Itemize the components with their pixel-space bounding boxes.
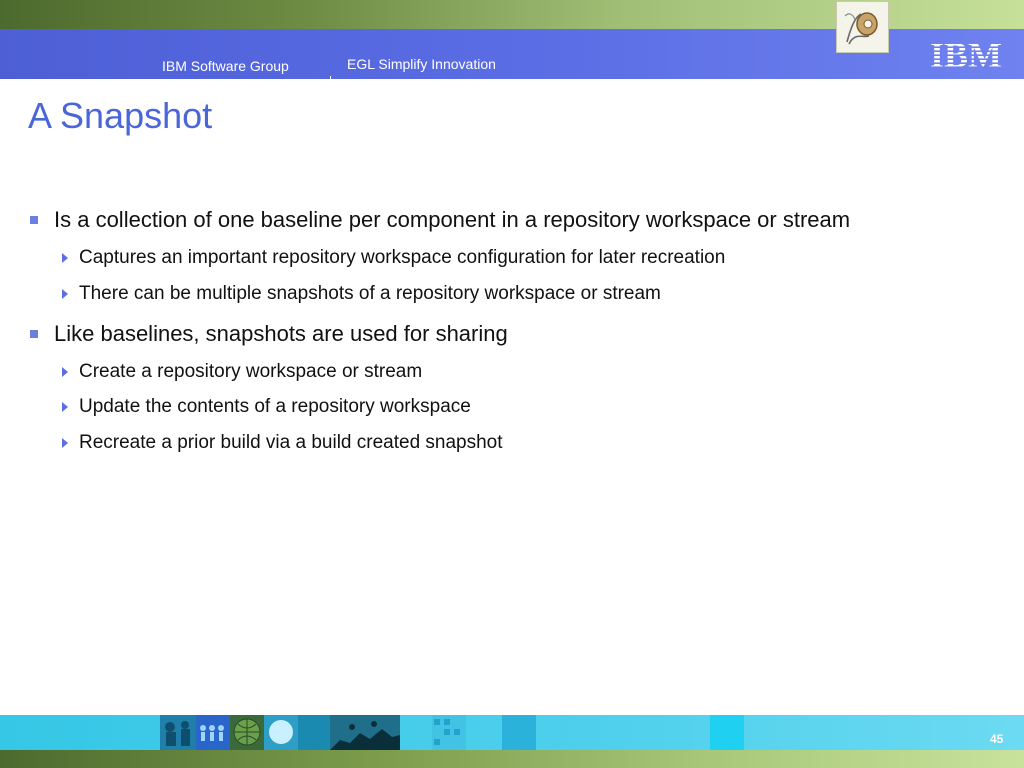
circle-icon — [264, 715, 298, 750]
sub-bullet-item — [79, 247, 725, 269]
sub-bullet-text: Create a repository workspace or stream — [79, 361, 423, 382]
triangle-bullet-icon — [62, 402, 68, 412]
sub-bullet-item — [79, 432, 503, 454]
bottom-decor-stripe — [0, 750, 1024, 768]
group-label: IBM Software Group — [162, 58, 289, 74]
bullet-item — [54, 207, 850, 233]
people-icon — [196, 715, 230, 750]
bullet-text: Is a collection of one baseline per component in a repository workspace or stream — [54, 207, 851, 232]
silhouette-icon — [330, 715, 400, 750]
triangle-bullet-icon — [62, 438, 68, 448]
sub-bullet-text: Recreate a prior build via a build created snapshot — [79, 432, 503, 453]
ornament-icon — [836, 1, 889, 53]
slide-title: A Snapshot — [28, 95, 213, 136]
globe-grid-icon — [230, 715, 264, 750]
product-label: EGL Simplify Innovation — [347, 56, 496, 72]
footer-photo-tile — [160, 715, 196, 750]
triangle-bullet-icon — [62, 253, 68, 263]
footer-color-tile — [710, 715, 744, 750]
sub-bullet-item — [79, 283, 661, 305]
ibm-logo — [928, 36, 1004, 70]
triangle-bullet-icon — [62, 289, 68, 299]
footer-grid-tile — [432, 715, 466, 750]
sub-bullet-item — [79, 396, 471, 418]
sub-bullet-item — [79, 361, 422, 383]
page-number: 45 — [990, 732, 1004, 746]
header-divider — [330, 76, 331, 106]
footer-color-tile — [502, 715, 536, 750]
bullet-item — [54, 321, 508, 347]
footer-pattern-tile — [298, 715, 330, 750]
sub-bullet-text: Update the contents of a repository workspace — [79, 396, 471, 417]
square-bullet-icon — [30, 330, 38, 338]
sub-bullet-text: Captures an important repository workspace configuration for later recreation — [79, 247, 726, 268]
triangle-bullet-icon — [62, 367, 68, 377]
sub-bullet-text: There can be multiple snapshots of a repository workspace or stream — [79, 283, 661, 304]
bullet-text: Like baselines, snapshots are used for sharing — [54, 321, 508, 346]
square-bullet-icon — [30, 216, 38, 224]
